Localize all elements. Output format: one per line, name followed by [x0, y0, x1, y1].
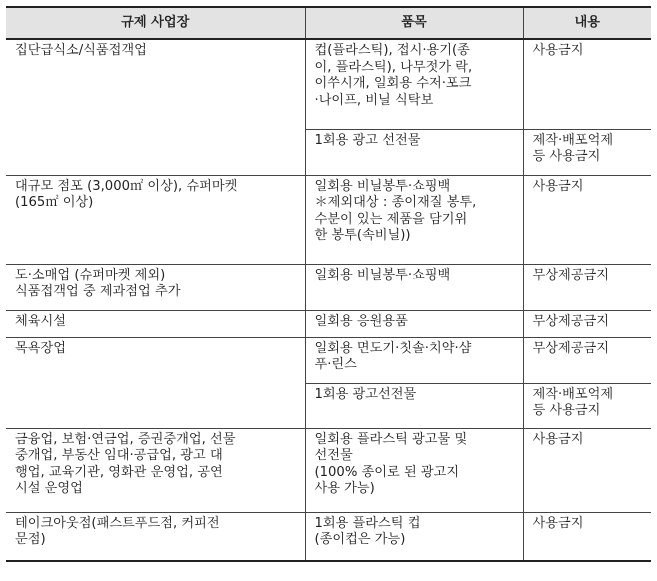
business-cell: 테이크아웃점(패스트푸드점, 커피전 문점) — [6, 512, 305, 561]
header-business: 규제 사업장 — [6, 7, 305, 39]
business-cell: 도·소매업 (슈퍼마켓 제외) 식품접객업 중 제과점업 추가 — [6, 264, 305, 310]
content-cell: 제작·배포억제 등 사용금지 — [523, 383, 651, 428]
content-cell: 제작·배포억제 등 사용금지 — [523, 129, 651, 175]
content-cell: 사용금지 — [523, 428, 651, 512]
header-item: 품목 — [305, 7, 523, 39]
content-cell: 무상제공금지 — [523, 310, 651, 337]
content-cell: 무상제공금지 — [523, 337, 651, 383]
item-cell: 컵(플라스틱), 접시·용기(종 이, 플라스틱), 나무젓가 락, 이쑤시개, 일회용 수저·포크 ·나이프, 비닐 식탁보 — [305, 39, 523, 129]
table-row — [6, 310, 651, 337]
item-cell: 1회용 플라스틱 컵 (종이컵은 가능) — [305, 512, 523, 561]
item-cell: 일회용 비닐봉투·쇼핑백 ＊제외대상 : 종이재질 봉투, 수분이 있는 제품을 담기위 한 봉투(속비닐)) — [305, 175, 523, 264]
content-cell: 사용금지 — [523, 512, 651, 561]
item-cell: 일회용 면도기·칫솔·치약·샴 푸·린스 — [305, 337, 523, 383]
header-content: 내용 — [523, 7, 651, 39]
content-cell: 사용금지 — [523, 39, 651, 129]
business-cell: 대규모 점포 (3,000㎡ 이상), 슈퍼마켓 (165㎡ 이상) — [6, 175, 305, 264]
table-row — [6, 39, 651, 129]
table-body — [6, 39, 651, 561]
table-row — [6, 337, 651, 383]
regulation-table — [6, 6, 651, 562]
table-header — [6, 7, 651, 39]
table-row — [6, 512, 651, 561]
item-cell: 일회용 플라스틱 광고물 및 선전물 (100% 종이로 된 광고지 사용 가능) — [305, 428, 523, 512]
item-cell: 일회용 응원용품 — [305, 310, 523, 337]
business-cell: 금융업, 보험·연금업, 증권중개업, 선물 중개업, 부동산 임대·공급업, 광고 대 행업, 교육기관, 영화관 운영업, 공연 시설 운영업 — [6, 428, 305, 512]
item-cell: 일회용 비닐봉투·쇼핑백 — [305, 264, 523, 310]
table-row — [6, 264, 651, 310]
table-row — [6, 428, 651, 512]
table-row — [6, 175, 651, 264]
business-cell: 체육시설 — [6, 310, 305, 337]
business-cell: 집단급식소/식품접객업 — [6, 39, 305, 175]
item-cell: 1회용 광고선전물 — [305, 383, 523, 428]
item-cell: 1회용 광고 선전물 — [305, 129, 523, 175]
business-cell: 목욕장업 — [6, 337, 305, 428]
content-cell: 무상제공금지 — [523, 264, 651, 310]
content-cell: 사용금지 — [523, 175, 651, 264]
